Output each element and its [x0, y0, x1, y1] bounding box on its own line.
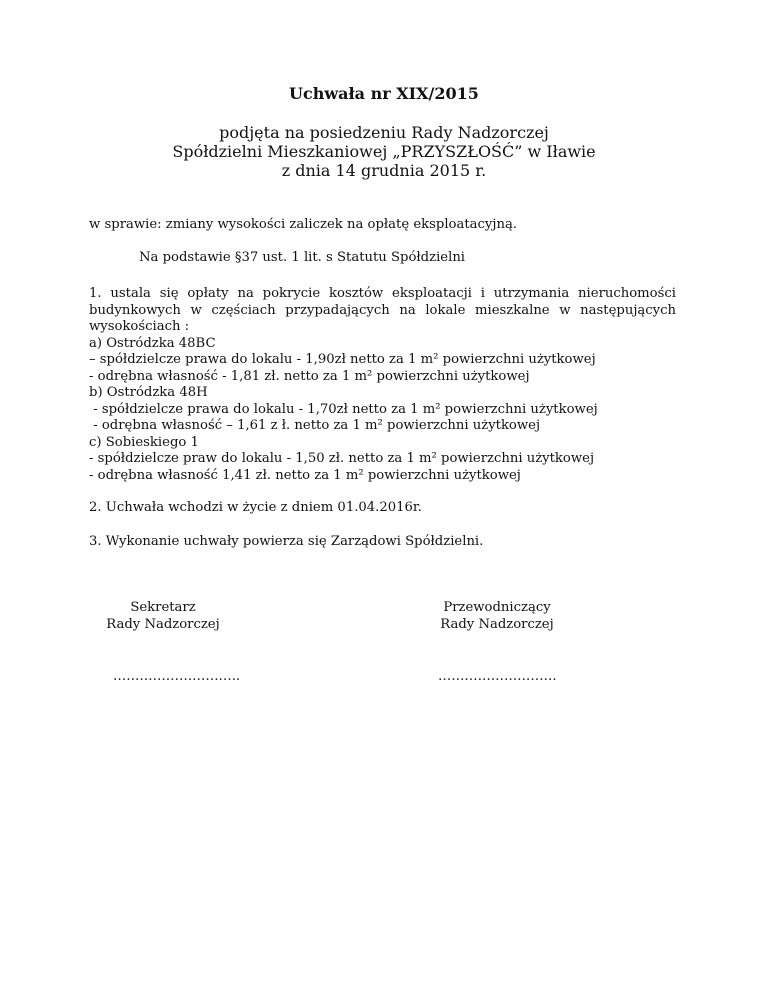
subject-line: w sprawie: zmiany wysokości zaliczek na opłatę eksploatacyjną.	[89, 217, 517, 232]
point-1-line: 1. ustala się opłaty na pokrycie kosztów eksploatacji i utrzymania nieruchomości	[89, 286, 676, 301]
signature-role: Sekretarz	[130, 600, 196, 615]
location-c-heading: c) Sobieskiego 1	[89, 434, 199, 450]
signature-body: Rady Nadzorczej	[106, 617, 220, 632]
signature-body: Rady Nadzorczej	[440, 617, 554, 632]
rate-line: - odrębna własność 1,41 zł. netto za 1 m² powierzchni użytkowej	[89, 467, 521, 483]
signature-line-secretary: ………………………..	[113, 669, 241, 684]
rate-line: - spółdzielcze prawa do lokalu - 1,70zł netto za 1 m² powierzchni użytkowej	[89, 401, 598, 417]
subtitle-line: z dnia 14 grudnia 2015 r.	[281, 161, 487, 180]
location-b-heading: b) Ostródzka 48H	[89, 385, 208, 400]
resolution-title: Uchwała nr XIX/2015	[289, 84, 479, 103]
resolution-subtitle	[0, 123, 768, 180]
signature-block-secretary	[100, 599, 226, 633]
subtitle-line: podjęta na posiedzeniu Rady Nadzorczej	[219, 123, 549, 142]
rate-line: - spółdzielcze praw do lokalu - 1,50 zł. netto za 1 m² powierzchni użytkowej	[89, 451, 595, 466]
rate-line: – spółdzielcze prawa do lokalu - 1,90zł netto za 1 m² powierzchni użytkowej	[89, 352, 596, 367]
location-a-heading: a) Ostródzka 48BC	[89, 335, 216, 351]
point-1-line: wysokościach :	[89, 319, 190, 334]
legal-basis: Na podstawie §37 ust. 1 lit. s Statutu Spółdzielni	[139, 250, 466, 265]
rate-line: - odrębna własność – 1,61 z ł. netto za 1 m² powierzchni użytkowej	[89, 418, 541, 433]
subtitle-line: Spółdzielni Mieszkaniowej „PRZYSZŁOŚĆ” w Iławie	[172, 142, 596, 161]
signature-role: Przewodniczący	[443, 600, 551, 615]
point-3: 3. Wykonanie uchwały powierza się Zarządowi Spółdzielni.	[89, 534, 484, 549]
rate-line: - odrębna własność - 1,81 zł. netto za 1 m² powierzchni użytkowej	[89, 368, 530, 384]
point-1	[89, 286, 676, 484]
signature-block-chairman	[434, 599, 560, 633]
point-1-line: budynkowych w częściach przypadających na lokale mieszkalne w następujących	[89, 302, 676, 318]
signature-line-chairman: ………………………	[438, 669, 557, 684]
point-2: 2. Uchwała wchodzi w życie z dniem 01.04.2016r.	[89, 500, 422, 515]
